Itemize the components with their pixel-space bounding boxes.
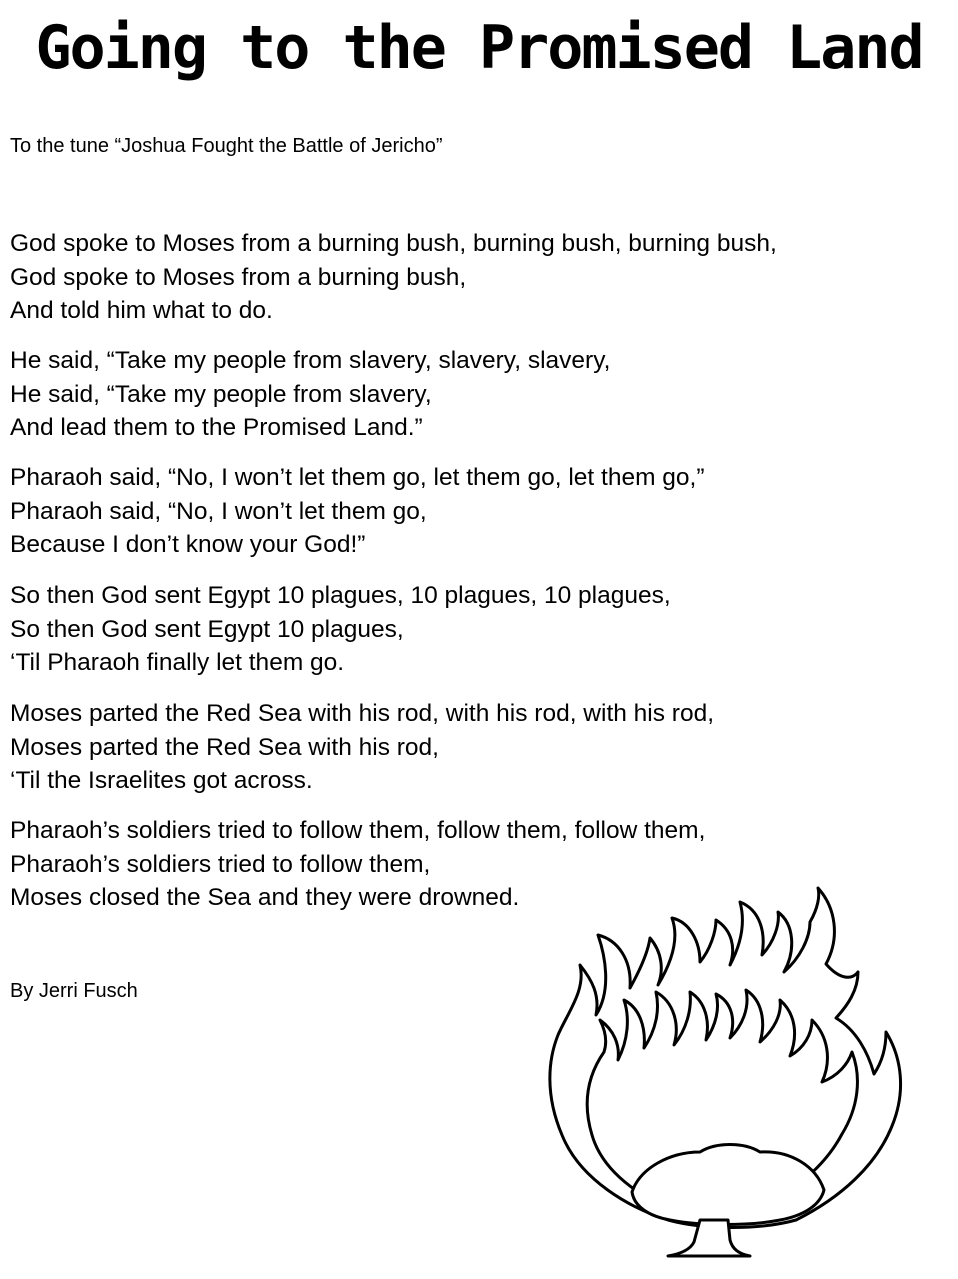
page-title: Going to the Promised Land	[35, 13, 923, 83]
verse-line: Pharaoh said, “No, I won’t let them go, let them go, let them go,”	[10, 464, 705, 491]
verse-line: Because I don’t know your God!”	[10, 531, 366, 558]
verse-line: Pharaoh’s soldiers tried to follow them,	[10, 850, 431, 878]
verse-line: So then God sent Egypt 10 plagues,	[10, 615, 404, 643]
verse-line: Pharaoh’s soldiers tried to follow them, follow them, follow them,	[10, 817, 706, 844]
verse-2	[10, 344, 610, 445]
verse-line: ‘Til Pharaoh finally let them go.	[10, 649, 345, 676]
verse-line: ‘Til the Israelites got across.	[10, 767, 313, 794]
verse-3	[10, 461, 705, 562]
tune-credit: To the tune “Joshua Fought the Battle of Jericho”	[10, 135, 443, 157]
verse-line: He said, “Take my people from slavery, slavery, slavery,	[10, 347, 611, 374]
verse-4	[10, 579, 671, 680]
verse-line: Moses closed the Sea and they were drowned.	[10, 884, 520, 911]
verse-line: And lead them to the Promised Land.”	[10, 414, 423, 441]
author-credit: By Jerri Fusch	[10, 980, 138, 1002]
verse-5	[10, 697, 714, 798]
verse-line: Pharaoh said, “No, I won’t let them go,	[10, 497, 427, 525]
verse-line: He said, “Take my people from slavery,	[10, 380, 432, 408]
verse-line: Moses parted the Red Sea with his rod,	[10, 733, 439, 761]
verse-line: God spoke to Moses from a burning bush,	[10, 263, 467, 291]
verse-1	[10, 227, 777, 328]
verse-line: God spoke to Moses from a burning bush, burning bush, burning bush,	[10, 230, 777, 257]
verse-line: So then God sent Egypt 10 plagues, 10 plagues, 10 plagues,	[10, 582, 671, 609]
burning-bush-icon	[540, 880, 910, 1265]
verse-line: And told him what to do.	[10, 297, 273, 324]
verse-line: Moses parted the Red Sea with his rod, with his rod, with his rod,	[10, 700, 715, 727]
